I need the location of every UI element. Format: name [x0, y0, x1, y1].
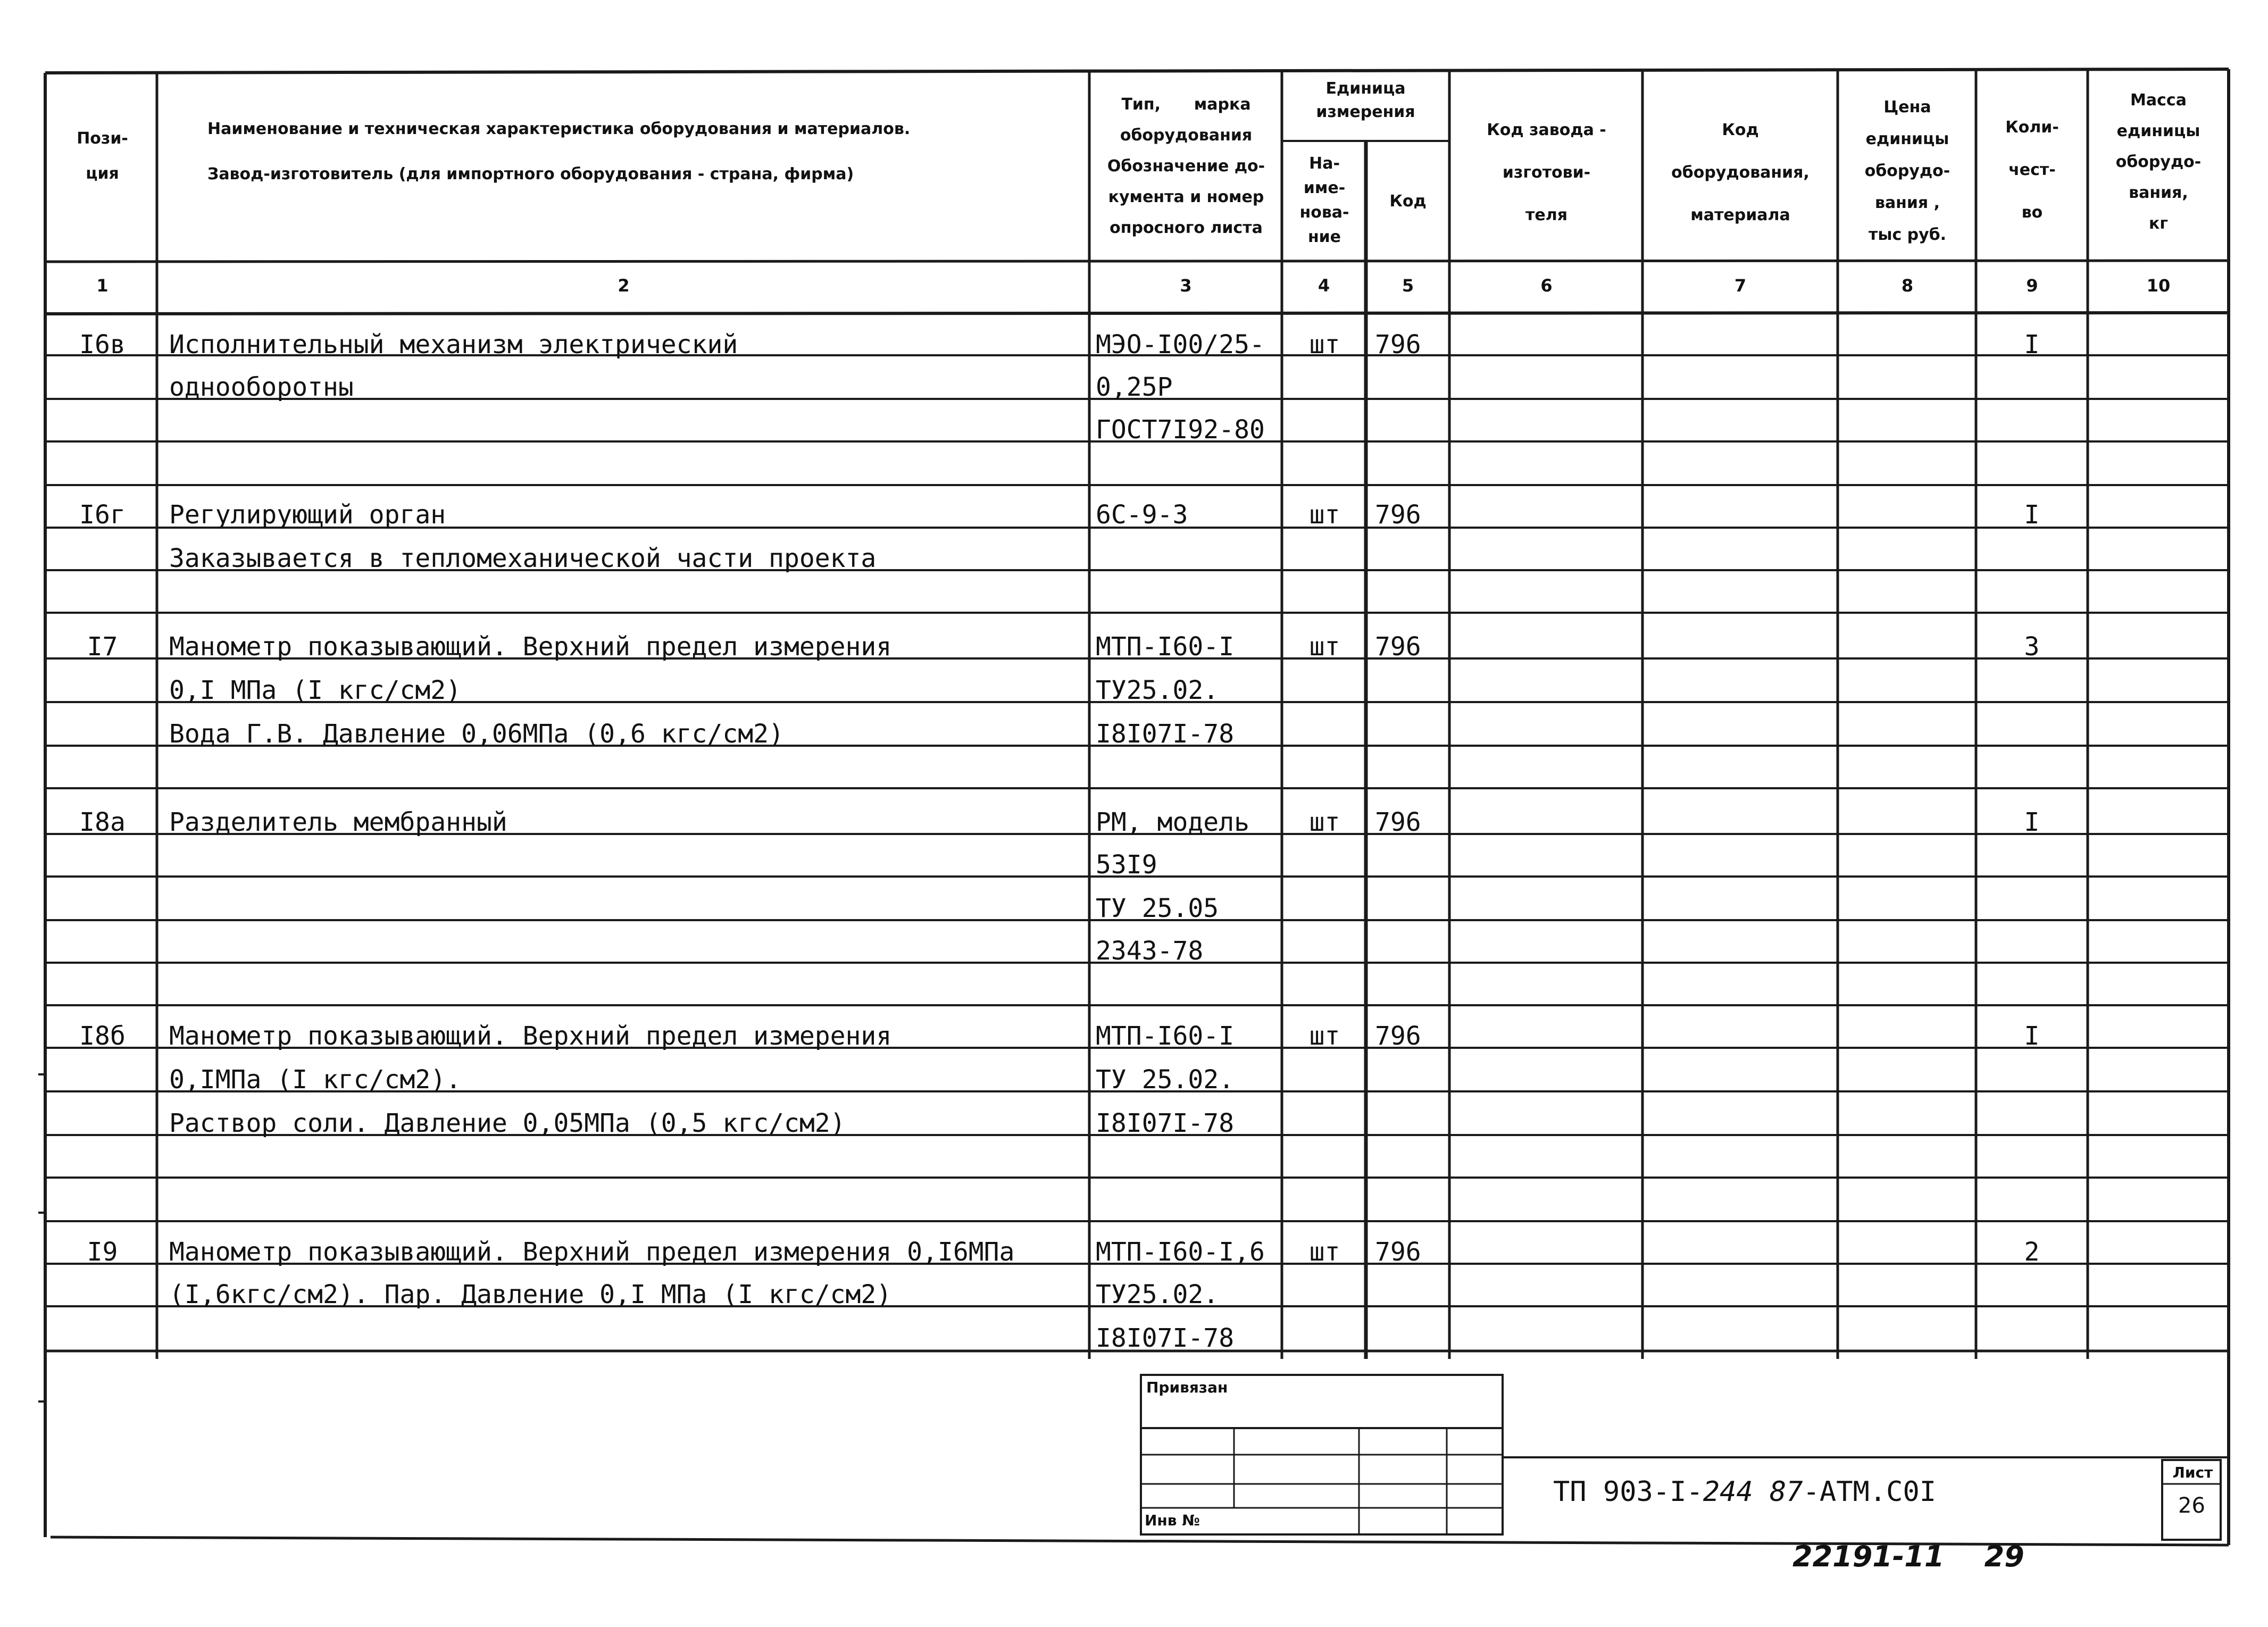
column-number: 2	[618, 276, 630, 296]
header-col-equipment-code: Код оборудования, материала	[1671, 121, 1810, 224]
row-cell-type: ТУ25.02.	[1096, 675, 1219, 705]
row-cell-type: 0,25Р	[1096, 372, 1173, 402]
row-cell-type: I8I07I-78	[1096, 1323, 1235, 1353]
row-cell-code: 796	[1375, 330, 1421, 360]
header-col-mass: Масса единицы оборудо- вания, кг	[2115, 91, 2202, 233]
row-cell-code: 796	[1375, 500, 1421, 530]
row-cell-unit: шт	[1309, 330, 1340, 360]
row-cell-type: МТП-I60-I,6	[1096, 1237, 1265, 1267]
row-cell-pos: I6г	[79, 500, 126, 530]
column-number: 4	[1318, 276, 1330, 296]
row-cell-type: ТУ 25.05	[1096, 894, 1219, 923]
row-cell-qty: 2	[2024, 1237, 2040, 1267]
header-col-type: Тип, марка оборудования Обозначение до- кумента и номер опросного листа	[1107, 95, 1265, 237]
header-col-unit-code: Код	[1389, 192, 1427, 211]
sheet-number: 26	[2178, 1493, 2205, 1518]
row-cell-unit: шт	[1309, 500, 1340, 530]
row-cell-code: 796	[1375, 807, 1421, 837]
row-cell-name: Исполнительный механизм электрический	[169, 330, 738, 360]
row-cell-name: Манометр показывающий. Верхний предел измерения 0,I6МПа	[169, 1237, 1015, 1267]
row-cell-type: ТУ25.02.	[1096, 1280, 1219, 1309]
row-cell-pos: I7	[87, 632, 118, 662]
row-cell-code: 796	[1375, 632, 1421, 662]
header-unit-group: Единица измерения	[1316, 79, 1415, 121]
row-cell-type: 6С-9-3	[1096, 500, 1188, 530]
row-cell-type: ГОСТ7I92-80	[1096, 415, 1265, 445]
row-cell-name: 0,I МПа (I кгс/см2)	[169, 675, 462, 705]
row-cell-name: Раствор соли. Давление 0,05МПа (0,5 кгс/см2)	[169, 1108, 846, 1138]
row-cell-type: 53I9	[1096, 850, 1157, 880]
column-number: 9	[2026, 276, 2038, 296]
column-number: 3	[1180, 276, 1192, 296]
row-cell-name: Манометр показывающий. Верхний предел измерения	[169, 632, 892, 662]
row-cell-unit: шт	[1309, 1021, 1340, 1051]
row-cell-name: Манометр показывающий. Верхний предел измерения	[169, 1021, 892, 1051]
row-cell-type: I8I07I-78	[1096, 1108, 1235, 1138]
row-cell-code: 796	[1375, 1021, 1421, 1051]
row-cell-name: однооборотны	[169, 372, 354, 402]
row-cell-pos: I8б	[79, 1021, 126, 1051]
row-cell-type: ТУ 25.02.	[1096, 1065, 1235, 1095]
header-col-name: Наименование и техническая характеристика оборудования и материалов. Завод-изготовитель (для импортного оборудования - страна, фирма)	[207, 120, 911, 183]
column-number: 1	[96, 276, 109, 296]
header-col-position: Пози- ция	[77, 129, 128, 183]
row-cell-type: МЭО-I00/25-	[1096, 330, 1265, 360]
stamp-privyazan: Привязан	[1146, 1379, 1228, 1396]
document-code: ТП 903-I-244 87-АТМ.С0I	[1553, 1476, 1937, 1508]
header-col-manufacturer-code: Код завода - изготови- теля	[1487, 121, 1606, 224]
row-cell-type: МТП-I60-I	[1096, 1021, 1235, 1051]
row-cell-qty: I	[2024, 1021, 2040, 1051]
sheet-label: Лист	[2172, 1464, 2213, 1481]
stamp-inv-no: Инв №	[1145, 1512, 1200, 1529]
header-col-price: Цена единицы оборудо- вания , тыс руб.	[1864, 98, 1950, 244]
row-cell-pos: I8а	[79, 807, 126, 837]
column-number: 5	[1402, 276, 1414, 296]
row-cell-type: РМ, модель	[1096, 807, 1249, 837]
row-cell-unit: шт	[1309, 632, 1340, 662]
row-cell-pos: I6в	[79, 330, 126, 360]
row-cell-qty: 3	[2024, 632, 2040, 662]
row-cell-name: 0,IМПа (I кгс/см2).	[169, 1065, 462, 1095]
column-number: 10	[2146, 276, 2171, 296]
column-number: 8	[1901, 276, 1914, 296]
row-cell-type: МТП-I60-I	[1096, 632, 1235, 662]
row-cell-name: Регулирующий орган	[169, 500, 446, 530]
column-number: 7	[1734, 276, 1747, 296]
row-cell-name: Заказывается в тепломеханической части проекта	[169, 544, 877, 573]
row-cell-type: 2343-78	[1096, 936, 1204, 966]
row-cell-unit: шт	[1309, 807, 1340, 837]
row-cell-name: Разделитель мембранный	[169, 807, 507, 837]
row-cell-qty: I	[2024, 807, 2040, 837]
row-cell-code: 796	[1375, 1237, 1421, 1267]
header-col-unit-name: На- име- нова- ние	[1299, 154, 1349, 246]
archive-number: 22191-11 29	[1792, 1540, 2024, 1573]
row-cell-type: I8I07I-78	[1096, 719, 1235, 749]
row-cell-unit: шт	[1309, 1237, 1340, 1267]
row-cell-name: (I,6кгс/см2). Пар. Давление 0,I МПа (I кгс/см2)	[169, 1280, 892, 1309]
header-col-quantity: Коли- чест- во	[2005, 118, 2059, 222]
row-cell-pos: I9	[87, 1237, 118, 1267]
row-cell-name: Вода Г.В. Давление 0,06МПа (0,6 кгс/см2)	[169, 719, 784, 749]
column-number: 6	[1540, 276, 1553, 296]
row-cell-qty: I	[2024, 330, 2040, 360]
row-cell-qty: I	[2024, 500, 2040, 530]
